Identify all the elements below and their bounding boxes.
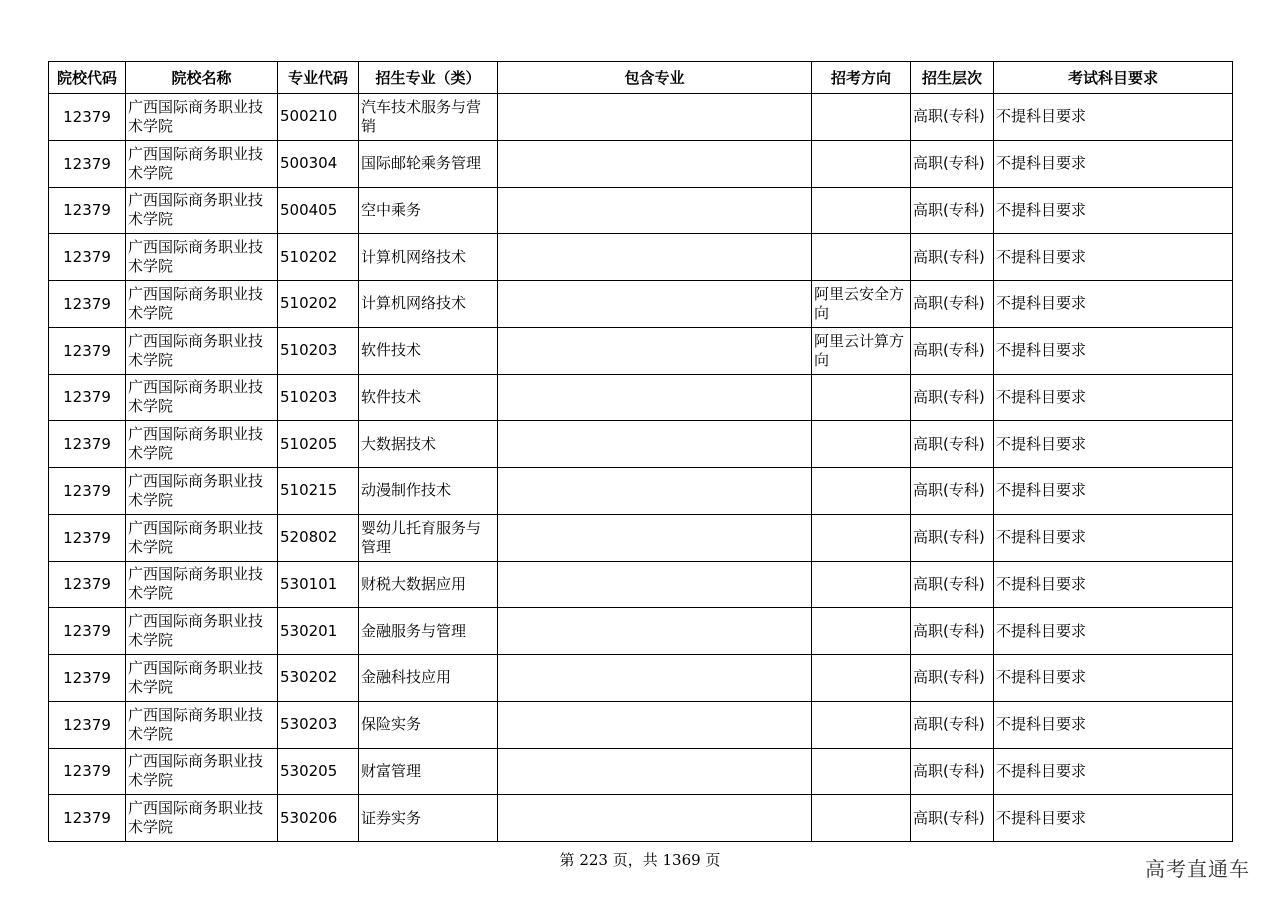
cell-school-name: 广西国际商务职业技术学院: [126, 795, 278, 842]
cell-included-majors: [498, 327, 812, 374]
cell-major: 大数据技术: [359, 421, 498, 468]
cell-major: 动漫制作技术: [359, 468, 498, 515]
table-row: [49, 421, 1233, 468]
cell-included-majors: [498, 468, 812, 515]
cell-major: 国际邮轮乘务管理: [359, 140, 498, 187]
cell-requirement: 不提科目要求: [994, 234, 1233, 281]
cell-included-majors: [498, 748, 812, 795]
cell-direction: [812, 655, 911, 702]
cell-requirement: 不提科目要求: [994, 187, 1233, 234]
cell-requirement: 不提科目要求: [994, 94, 1233, 141]
cell-major-code: 520802: [278, 514, 359, 561]
cell-included-majors: [498, 795, 812, 842]
cell-included-majors: [498, 561, 812, 608]
cell-direction: [812, 94, 911, 141]
cell-major-code: 530203: [278, 701, 359, 748]
cell-major: 汽车技术服务与营销: [359, 94, 498, 141]
table-row: [49, 795, 1233, 842]
cell-level: 高职(专科): [911, 561, 994, 608]
cell-school-name: 广西国际商务职业技术学院: [126, 655, 278, 702]
cell-direction: [812, 701, 911, 748]
cell-level: 高职(专科): [911, 748, 994, 795]
cell-school-name: 广西国际商务职业技术学院: [126, 94, 278, 141]
cell-requirement: 不提科目要求: [994, 701, 1233, 748]
table-row: [49, 234, 1233, 281]
header-row: [49, 62, 1233, 94]
cell-requirement: 不提科目要求: [994, 655, 1233, 702]
cell-school-name: 广西国际商务职业技术学院: [126, 421, 278, 468]
cell-school-name: 广西国际商务职业技术学院: [126, 187, 278, 234]
cell-requirement: 不提科目要求: [994, 327, 1233, 374]
cell-direction: 阿里云计算方向: [812, 327, 911, 374]
cell-major-code: 500210: [278, 94, 359, 141]
table-row: [49, 655, 1233, 702]
table-row: [49, 187, 1233, 234]
cell-school-name: 广西国际商务职业技术学院: [126, 281, 278, 328]
cell-school-code: 12379: [49, 608, 126, 655]
cell-included-majors: [498, 421, 812, 468]
cell-direction: [812, 234, 911, 281]
table-row: [49, 514, 1233, 561]
table-row: [49, 468, 1233, 515]
header-direction: 招考方向: [812, 62, 911, 94]
cell-school-code: 12379: [49, 468, 126, 515]
table-row: [49, 327, 1233, 374]
cell-major: 金融服务与管理: [359, 608, 498, 655]
cell-major: 计算机网络技术: [359, 234, 498, 281]
cell-requirement: 不提科目要求: [994, 468, 1233, 515]
table-row: [49, 94, 1233, 141]
cell-requirement: 不提科目要求: [994, 608, 1233, 655]
cell-school-code: 12379: [49, 561, 126, 608]
cell-school-name: 广西国际商务职业技术学院: [126, 327, 278, 374]
cell-major: 软件技术: [359, 374, 498, 421]
table-row: [49, 608, 1233, 655]
cell-major-code: 530201: [278, 608, 359, 655]
cell-major: 保险实务: [359, 701, 498, 748]
table-body: [49, 94, 1233, 842]
cell-included-majors: [498, 655, 812, 702]
cell-major: 财税大数据应用: [359, 561, 498, 608]
cell-major-code: 510203: [278, 327, 359, 374]
header-level: 招生层次: [911, 62, 994, 94]
cell-school-code: 12379: [49, 421, 126, 468]
header-major-code: 专业代码: [278, 62, 359, 94]
cell-level: 高职(专科): [911, 140, 994, 187]
cell-direction: [812, 608, 911, 655]
cell-major-code: 530206: [278, 795, 359, 842]
cell-school-name: 广西国际商务职业技术学院: [126, 748, 278, 795]
cell-included-majors: [498, 187, 812, 234]
cell-major: 空中乘务: [359, 187, 498, 234]
cell-school-code: 12379: [49, 374, 126, 421]
cell-school-code: 12379: [49, 655, 126, 702]
cell-school-name: 广西国际商务职业技术学院: [126, 374, 278, 421]
header-school-name: 院校名称: [126, 62, 278, 94]
cell-school-code: 12379: [49, 701, 126, 748]
cell-requirement: 不提科目要求: [994, 561, 1233, 608]
cell-major: 证券实务: [359, 795, 498, 842]
table-row: [49, 748, 1233, 795]
cell-direction: [812, 514, 911, 561]
cell-school-name: 广西国际商务职业技术学院: [126, 514, 278, 561]
cell-requirement: 不提科目要求: [994, 374, 1233, 421]
table-row: [49, 561, 1233, 608]
cell-level: 高职(专科): [911, 701, 994, 748]
cell-included-majors: [498, 374, 812, 421]
cell-direction: [812, 374, 911, 421]
cell-school-name: 广西国际商务职业技术学院: [126, 608, 278, 655]
cell-major-code: 500304: [278, 140, 359, 187]
cell-school-code: 12379: [49, 748, 126, 795]
cell-major: 婴幼儿托育服务与管理: [359, 514, 498, 561]
cell-requirement: 不提科目要求: [994, 748, 1233, 795]
cell-level: 高职(专科): [911, 187, 994, 234]
table-row: [49, 140, 1233, 187]
cell-level: 高职(专科): [911, 327, 994, 374]
cell-included-majors: [498, 281, 812, 328]
cell-school-code: 12379: [49, 187, 126, 234]
cell-level: 高职(专科): [911, 655, 994, 702]
admissions-table: [48, 61, 1233, 842]
cell-level: 高职(专科): [911, 281, 994, 328]
header-requirement: 考试科目要求: [994, 62, 1233, 94]
cell-school-code: 12379: [49, 514, 126, 561]
cell-level: 高职(专科): [911, 795, 994, 842]
cell-major-code: 530202: [278, 655, 359, 702]
cell-requirement: 不提科目要求: [994, 281, 1233, 328]
cell-school-code: 12379: [49, 281, 126, 328]
cell-requirement: 不提科目要求: [994, 514, 1233, 561]
cell-major: 金融科技应用: [359, 655, 498, 702]
cell-school-code: 12379: [49, 234, 126, 281]
cell-school-code: 12379: [49, 327, 126, 374]
cell-major-code: 510203: [278, 374, 359, 421]
cell-level: 高职(专科): [911, 608, 994, 655]
header-included-majors: 包含专业: [498, 62, 812, 94]
cell-included-majors: [498, 608, 812, 655]
cell-school-name: 广西国际商务职业技术学院: [126, 468, 278, 515]
cell-level: 高职(专科): [911, 468, 994, 515]
cell-major: 计算机网络技术: [359, 281, 498, 328]
cell-school-name: 广西国际商务职业技术学院: [126, 561, 278, 608]
cell-direction: [812, 468, 911, 515]
cell-school-name: 广西国际商务职业技术学院: [126, 140, 278, 187]
cell-included-majors: [498, 140, 812, 187]
cell-direction: [812, 140, 911, 187]
cell-level: 高职(专科): [911, 514, 994, 561]
cell-major: 软件技术: [359, 327, 498, 374]
cell-school-name: 广西国际商务职业技术学院: [126, 701, 278, 748]
cell-included-majors: [498, 234, 812, 281]
cell-major-code: 510202: [278, 234, 359, 281]
table-row: [49, 701, 1233, 748]
cell-included-majors: [498, 514, 812, 561]
cell-included-majors: [498, 94, 812, 141]
cell-requirement: 不提科目要求: [994, 140, 1233, 187]
cell-school-name: 广西国际商务职业技术学院: [126, 234, 278, 281]
cell-major-code: 500405: [278, 187, 359, 234]
watermark-text: 高考直通车: [1145, 857, 1250, 881]
cell-school-code: 12379: [49, 140, 126, 187]
cell-school-code: 12379: [49, 94, 126, 141]
cell-major: 财富管理: [359, 748, 498, 795]
page-number: 第 223 页，共 1369 页: [559, 851, 721, 869]
cell-direction: [812, 421, 911, 468]
cell-major-code: 510202: [278, 281, 359, 328]
cell-direction: [812, 561, 911, 608]
cell-included-majors: [498, 701, 812, 748]
cell-level: 高职(专科): [911, 374, 994, 421]
cell-requirement: 不提科目要求: [994, 421, 1233, 468]
cell-major-code: 510215: [278, 468, 359, 515]
cell-level: 高职(专科): [911, 94, 994, 141]
cell-major-code: 530205: [278, 748, 359, 795]
cell-major-code: 530101: [278, 561, 359, 608]
cell-direction: [812, 748, 911, 795]
cell-major-code: 510205: [278, 421, 359, 468]
cell-direction: 阿里云安全方向: [812, 281, 911, 328]
cell-requirement: 不提科目要求: [994, 795, 1233, 842]
cell-direction: [812, 795, 911, 842]
cell-level: 高职(专科): [911, 421, 994, 468]
table-row: [49, 281, 1233, 328]
header-school-code: 院校代码: [49, 62, 126, 94]
cell-level: 高职(专科): [911, 234, 994, 281]
header-major: 招生专业（类）: [359, 62, 498, 94]
cell-direction: [812, 187, 911, 234]
cell-school-code: 12379: [49, 795, 126, 842]
table-row: [49, 374, 1233, 421]
